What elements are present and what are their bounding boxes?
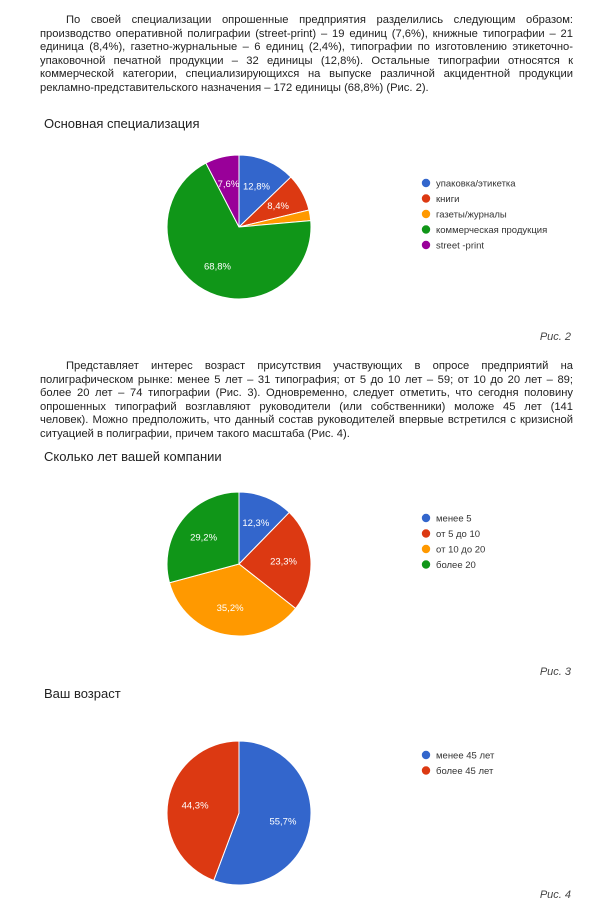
slice-label-0: 12,3% — [242, 518, 270, 530]
pie-chart-company-age — [0, 470, 601, 670]
legend-label-4: street -print — [436, 240, 485, 252]
legend-label-2: от 10 до 20 — [436, 544, 486, 556]
chart-title-specialization: Основная специализация — [44, 116, 200, 131]
chart-title-age: Ваш возраст — [44, 686, 121, 701]
slice-label-3: 29,2% — [190, 532, 218, 544]
legend-swatch-1 — [422, 766, 430, 774]
figure-caption-4: Рис. 4 — [539, 889, 571, 901]
legend-swatch-1 — [422, 529, 430, 537]
legend-swatch-0 — [422, 514, 430, 522]
legend-label-3: более 20 — [436, 560, 476, 571]
legend-swatch-4 — [422, 241, 430, 249]
paragraph-company-age: Представляет интерес возраст присутствия участвующих в опросе предприятий на полиграфическом рынке: менее 5 лет – 31 типография; от 5 до 10 лет – 59; от 10 до 20 лет – 89; более 20 лет – 74 типографии (Рис. 3). Одновременно, следует отметить, что сегодня половину опрошенных типографий возглавляют руководители (или собственники) моложе 45 лет (141 человек). Можно предположить, что данный состав руководителей впервые встретился с кризисной ситуацией в полиграфии, причем такого масштаба (Рис. 4). — [40, 360, 573, 440]
pie-chart-specialization — [0, 140, 601, 340]
slice-label-1: 23,3% — [270, 556, 298, 568]
slice-label-1: 8,4% — [267, 200, 289, 212]
legend-label-0: менее 45 лет — [436, 750, 495, 762]
legend-label-0: менее 5 — [436, 513, 472, 525]
slice-label-0: 55,7% — [269, 816, 297, 828]
legend-swatch-1 — [422, 194, 430, 202]
slice-label-1: 44,3% — [181, 800, 209, 812]
legend-swatch-0 — [422, 179, 430, 187]
slice-label-4: 7,6% — [217, 179, 240, 191]
legend-label-1: от 5 до 10 — [436, 529, 481, 540]
legend-label-0: упаковка/этикетка — [436, 178, 516, 190]
legend-label-3: коммерческая продукция — [436, 225, 548, 236]
slice-label-3: 68,8% — [204, 261, 231, 273]
paragraph-specialization: По своей специализации опрошенные предприятия разделились следующим образом: производство оперативной полиграфии (street-print) – 19 единиц (7,6%), книжные типографии – 21 единица (8,4%), газетно-журнальные – 6 единиц (2,4%), типографии по изготовлению этикеточно-упаковочной печатной продукции – 32 единицы (12,8%). Остальные типографии относятся к коммерческой категории, специализирующихся на выпуске различной акцидентной продукции рекламно-представительского назначения – 172 единицы (68,8%) (Рис. 2). — [40, 14, 573, 94]
legend-swatch-3 — [422, 225, 430, 233]
legend-swatch-3 — [422, 560, 430, 568]
slice-label-2: 35,2% — [216, 603, 244, 615]
chart-title-company-age: Сколько лет вашей компании — [44, 449, 222, 464]
figure-caption-2: Рис. 2 — [539, 331, 571, 343]
legend-label-1: книги — [436, 194, 460, 205]
legend-swatch-0 — [422, 751, 430, 759]
legend-label-1: более 45 лет — [436, 766, 494, 777]
legend-label-2: газеты/журналы — [436, 209, 507, 221]
pie-chart-age — [0, 710, 601, 900]
slice-label-0: 12,8% — [243, 181, 270, 193]
legend-swatch-2 — [422, 210, 430, 218]
legend-swatch-2 — [422, 545, 430, 553]
figure-caption-3: Рис. 3 — [539, 666, 571, 678]
